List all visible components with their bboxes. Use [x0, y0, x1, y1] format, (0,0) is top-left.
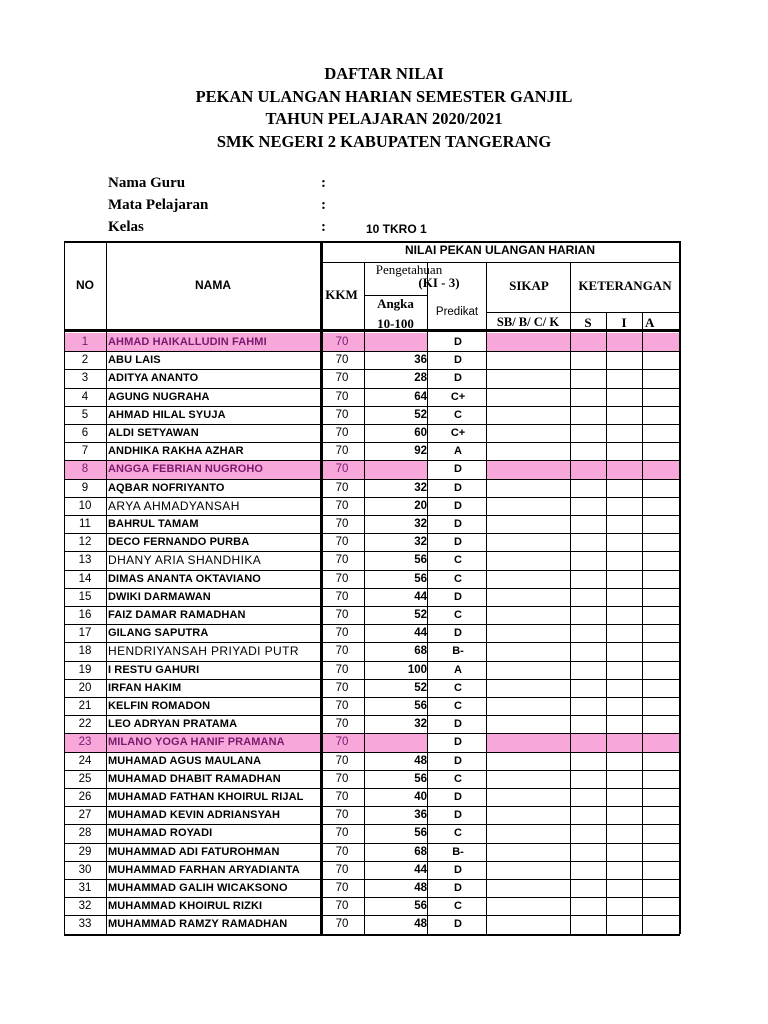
student-name: ARYA AHMADYANSAH — [108, 498, 240, 513]
table-row — [64, 679, 680, 697]
student-name: AGUNG NUGRAHA — [108, 390, 210, 403]
title-line-2: PEKAN ULANGAN HARIAN SEMESTER GANJIL — [195, 86, 573, 106]
student-name: BAHRUL TAMAM — [108, 518, 199, 530]
grid-hline — [64, 442, 680, 443]
row-angka: 60 — [414, 427, 427, 439]
grid-hline — [64, 533, 680, 534]
student-name: MUHAMAD DHABIT RAMADHAN — [108, 772, 281, 785]
student-name: ABU LAIS — [108, 354, 161, 367]
row-predikat: D — [454, 736, 462, 749]
grid-hline — [64, 715, 680, 716]
row-predikat: B- — [452, 645, 464, 658]
row-kkm: 70 — [335, 809, 349, 822]
table-row — [64, 624, 680, 642]
row-kkm: 70 — [335, 736, 349, 749]
header-angka: Angka — [377, 296, 414, 311]
row-angka: 68 — [414, 845, 427, 858]
row-angka: 44 — [414, 863, 427, 876]
row-angka: 56 — [414, 700, 427, 712]
grid-hline — [64, 551, 680, 552]
student-name: ANGGA FEBRIAN NUGROHO — [108, 463, 264, 476]
row-number: 8 — [81, 463, 89, 476]
row-predikat: D — [454, 863, 462, 876]
table-row — [64, 843, 680, 861]
student-name: AQBAR NOFRIYANTO — [108, 481, 225, 494]
student-name: DECO FERNANDO PURBA — [108, 536, 250, 549]
student-name: GILANG SAPUTRA — [108, 627, 209, 640]
student-name: KELFIN ROMADON — [108, 700, 211, 712]
kelas-colon: : — [321, 219, 326, 235]
row-predikat: C — [454, 572, 462, 585]
student-name: IRFAN HAKIM — [108, 681, 182, 694]
row-kkm: 70 — [335, 445, 349, 458]
row-number: 28 — [78, 827, 92, 840]
row-kkm: 70 — [335, 900, 349, 913]
table-row — [64, 879, 680, 897]
row-kkm: 70 — [335, 536, 349, 549]
student-name: HENDRIYANSAH PRIYADI PUTR — [108, 644, 299, 659]
grid-hline — [64, 915, 680, 916]
student-name: MUHAMMAD RAMZY RAMADHAN — [108, 918, 288, 931]
row-number: 15 — [78, 590, 92, 603]
row-number: 22 — [78, 718, 92, 731]
row-predikat: D — [454, 463, 462, 476]
mapel-colon: : — [321, 197, 326, 213]
row-number: 1 — [81, 336, 89, 348]
row-predikat: A — [454, 663, 462, 676]
row-kkm: 70 — [335, 499, 349, 512]
grid-vline — [570, 262, 571, 934]
student-name: MILANO YOGA HANIF PRAMANA — [108, 736, 285, 749]
row-predikat: D — [454, 481, 462, 494]
table-row — [64, 770, 680, 788]
row-number: 17 — [78, 627, 92, 640]
row-kkm: 70 — [335, 390, 349, 403]
student-name: MUHAMMAD ADI FATUROHMAN — [108, 845, 280, 858]
student-name: AHMAD HAIKALLUDIN FAHMI — [108, 336, 267, 348]
row-predikat: B- — [452, 845, 464, 858]
row-angka: 36 — [414, 354, 427, 367]
grid-hline — [64, 879, 680, 880]
row-kkm: 70 — [335, 681, 349, 694]
grid-hline — [64, 369, 680, 370]
row-predikat: C — [454, 554, 462, 567]
row-angka: 48 — [414, 754, 427, 767]
grid-hline — [64, 733, 680, 734]
row-kkm: 70 — [335, 336, 349, 348]
row-kkm: 70 — [335, 882, 349, 894]
row-kkm: 70 — [335, 463, 349, 476]
document-title — [0, 63, 768, 153]
row-angka: 56 — [414, 827, 427, 840]
header-pengetahuan: Pengetahuan — [375, 262, 443, 277]
title-line-1: DAFTAR NILAI — [324, 64, 444, 83]
table-row — [64, 788, 680, 806]
grade-table — [64, 241, 680, 949]
meta-mapel — [108, 197, 326, 214]
row-highlight — [364, 460, 427, 478]
grid-hline — [64, 570, 680, 571]
row-predikat: D — [454, 809, 462, 822]
row-highlight — [486, 460, 680, 478]
row-number: 10 — [78, 499, 92, 512]
table-row — [64, 642, 680, 660]
row-angka: 20 — [414, 499, 427, 512]
table-row — [64, 424, 680, 442]
student-name: ALDI SETYAWAN — [108, 427, 199, 439]
row-kkm: 70 — [335, 481, 349, 494]
grid-vline — [364, 262, 365, 934]
row-predikat: D — [454, 336, 462, 348]
grid-hline — [64, 897, 680, 898]
row-predikat: C — [454, 772, 462, 785]
header-sikap-sub: SB/ B/ C/ K — [496, 315, 560, 329]
row-number: 24 — [78, 754, 92, 767]
row-number: 4 — [81, 390, 89, 403]
row-kkm: 70 — [335, 718, 349, 731]
row-number: 18 — [78, 645, 92, 658]
header-no: NO — [76, 278, 94, 292]
table-border-bottom — [64, 934, 680, 936]
row-predikat: D — [454, 354, 462, 367]
grid-hline — [64, 697, 680, 698]
title-line-3: TAHUN PELAJARAN 2020/2021 — [265, 109, 503, 128]
table-row — [64, 861, 680, 879]
row-kkm: 70 — [335, 518, 349, 530]
table-row — [64, 752, 680, 770]
row-number: 13 — [78, 554, 92, 567]
table-row — [64, 824, 680, 842]
row-number: 3 — [81, 372, 89, 385]
grid-hline — [364, 295, 427, 296]
grid-hline — [320, 262, 680, 263]
header-nama: NAMA — [195, 278, 231, 292]
row-number: 7 — [81, 445, 89, 458]
table-row — [64, 442, 680, 460]
student-name: ADITYA ANANTO — [108, 372, 199, 385]
title-line-4: SMK NEGERI 2 KABUPATEN TANGERANG — [216, 131, 552, 151]
row-angka: 64 — [414, 390, 427, 403]
row-number: 6 — [81, 427, 89, 439]
grid-hline — [64, 624, 680, 625]
header-sikap: SIKAP — [509, 278, 549, 293]
row-highlight — [364, 733, 427, 751]
student-name: ANDHIKA RAKHA AZHAR — [108, 445, 244, 458]
student-name: LEO ADRYAN PRATAMA — [108, 718, 238, 731]
row-predikat: D — [454, 791, 462, 803]
grid-hline — [64, 331, 680, 332]
table-row — [64, 606, 680, 624]
header-ki: (KI - 3) — [418, 275, 460, 290]
row-angka: 56 — [414, 772, 427, 785]
header-s: S — [584, 315, 592, 330]
row-predikat: C — [454, 827, 462, 840]
grid-hline — [64, 388, 680, 389]
row-number: 19 — [78, 663, 92, 676]
row-kkm: 70 — [335, 627, 349, 640]
row-angka: 48 — [414, 918, 427, 931]
row-number: 30 — [78, 863, 92, 876]
row-kkm: 70 — [335, 645, 349, 658]
table-row — [64, 369, 680, 387]
row-predikat: D — [454, 918, 462, 931]
row-predikat: D — [454, 499, 462, 512]
student-name: MUHAMMAD KHOIRUL RIZKI — [108, 900, 263, 913]
row-number: 11 — [79, 518, 91, 530]
row-kkm: 70 — [335, 700, 349, 712]
row-kkm: 70 — [335, 827, 349, 840]
kelas-value: 10 TKRO 1 — [366, 222, 427, 236]
table-row — [64, 497, 680, 515]
row-predikat: C — [454, 609, 462, 621]
grid-hline — [64, 351, 680, 352]
table-row — [64, 570, 680, 588]
header-group: NILAI PEKAN ULANGAN HARIAN — [405, 243, 595, 257]
row-predikat: D — [454, 590, 462, 603]
row-predikat: D — [454, 882, 462, 894]
row-angka: 36 — [414, 809, 427, 822]
table-row — [64, 697, 680, 715]
row-highlight — [486, 333, 680, 351]
row-number: 5 — [81, 408, 89, 421]
row-predikat: D — [454, 372, 462, 385]
table-row — [64, 915, 680, 933]
student-name: MUHAMAD FATHAN KHOIRUL RIJAL — [108, 791, 304, 803]
row-kkm: 70 — [335, 590, 349, 603]
row-number: 9 — [81, 481, 89, 494]
mapel-label: Mata Pelajaran — [108, 197, 209, 213]
row-number: 2 — [81, 354, 89, 367]
table-border-top — [64, 241, 680, 243]
row-predikat: D — [454, 627, 462, 640]
row-predikat: C — [454, 681, 462, 694]
row-angka: 92 — [414, 445, 427, 458]
row-predikat: D — [454, 518, 462, 530]
grid-hline — [486, 312, 680, 313]
row-angka: 44 — [414, 627, 427, 640]
row-angka: 56 — [414, 554, 427, 567]
grid-hline — [64, 515, 680, 516]
meta-kelas — [108, 219, 326, 236]
table-row — [64, 388, 680, 406]
row-angka: 40 — [414, 791, 427, 803]
row-number: 33 — [78, 918, 92, 931]
row-angka: 28 — [414, 372, 427, 385]
row-kkm: 70 — [335, 554, 349, 567]
row-predikat: C+ — [450, 390, 466, 403]
grid-hline — [64, 606, 680, 607]
row-kkm: 70 — [335, 354, 349, 367]
student-name: FAIZ DAMAR RAMADHAN — [108, 609, 246, 621]
grid-hline — [64, 679, 680, 680]
grid-hline — [64, 479, 680, 480]
row-kkm: 70 — [335, 863, 349, 876]
row-predikat: C — [454, 700, 462, 712]
student-name: MUHAMAD AGUS MAULANA — [108, 754, 262, 767]
row-number: 26 — [78, 791, 92, 803]
grid-hline — [64, 861, 680, 862]
row-angka: 52 — [414, 609, 427, 621]
row-number: 16 — [78, 609, 92, 621]
row-angka: 56 — [414, 572, 427, 585]
row-angka: 100 — [407, 663, 427, 676]
header-keterangan: KETERANGAN — [578, 278, 672, 293]
row-kkm: 70 — [335, 372, 349, 385]
grid-hline — [64, 770, 680, 771]
table-row — [64, 460, 680, 478]
table-row — [64, 733, 680, 751]
student-name: DIMAS ANANTA OKTAVIANO — [108, 572, 261, 585]
student-name: MUHAMAD KEVIN ADRIANSYAH — [108, 809, 281, 822]
header-range: 10-100 — [377, 316, 414, 331]
grid-hline — [64, 588, 680, 589]
row-predikat: C — [454, 900, 462, 913]
guru-colon: : — [321, 175, 326, 191]
grid-hline — [64, 661, 680, 662]
row-kkm: 70 — [335, 572, 349, 585]
table-row — [64, 897, 680, 915]
kelas-label: Kelas — [108, 219, 144, 235]
row-angka: 32 — [414, 518, 427, 530]
row-kkm: 70 — [335, 772, 349, 785]
grid-hline — [64, 642, 680, 643]
grid-vline — [427, 262, 428, 934]
table-row — [64, 406, 680, 424]
header-kkm: KKM — [325, 287, 358, 302]
student-name: MUHAMMAD GALIH WICAKSONO — [108, 882, 288, 894]
row-kkm: 70 — [335, 427, 349, 439]
row-highlight — [486, 733, 680, 751]
row-number: 21 — [78, 700, 92, 712]
row-number: 23 — [78, 736, 92, 749]
table-row — [64, 515, 680, 533]
row-predikat: A — [454, 445, 462, 458]
student-name: MUHAMAD ROYADI — [108, 827, 213, 840]
table-row — [64, 806, 680, 824]
row-kkm: 70 — [335, 754, 349, 767]
row-kkm: 70 — [335, 791, 349, 803]
grid-hline — [64, 406, 680, 407]
row-number: 14 — [78, 572, 92, 585]
row-predikat: C — [454, 408, 462, 421]
header-i: I — [621, 315, 627, 330]
grid-hline — [64, 497, 680, 498]
row-number: 29 — [78, 845, 92, 858]
grid-hline — [64, 843, 680, 844]
row-angka: 52 — [414, 408, 427, 421]
table-row — [64, 715, 680, 733]
student-name: MUHAMMAD FARHAN ARYADIANTA — [108, 863, 300, 876]
row-kkm: 70 — [335, 609, 349, 621]
row-kkm: 70 — [335, 408, 349, 421]
row-angka: 44 — [414, 590, 427, 603]
grid-hline — [64, 788, 680, 789]
row-kkm: 70 — [335, 845, 349, 858]
row-number: 25 — [78, 772, 92, 785]
table-row — [64, 333, 680, 351]
row-angka: 52 — [414, 681, 427, 694]
table-row — [64, 588, 680, 606]
row-kkm: 70 — [335, 918, 349, 931]
row-predikat: D — [454, 754, 462, 767]
row-number: 20 — [78, 681, 92, 694]
row-angka: 68 — [414, 645, 427, 658]
table-row — [64, 551, 680, 569]
row-number: 32 — [78, 900, 92, 913]
row-angka: 48 — [414, 882, 427, 894]
row-number: 12 — [78, 536, 92, 549]
student-name: AHMAD HILAL SYUJA — [108, 408, 226, 421]
row-angka: 32 — [414, 481, 427, 494]
student-name: DWIKI DARMAWAN — [108, 590, 211, 603]
row-predikat: D — [454, 718, 462, 731]
table-row — [64, 351, 680, 369]
student-name: DHANY ARIA SHANDHIKA — [108, 553, 262, 568]
grid-hline — [64, 824, 680, 825]
row-number: 31 — [78, 882, 92, 894]
row-predikat: C+ — [450, 427, 466, 439]
row-kkm: 70 — [335, 663, 349, 676]
meta-guru — [108, 175, 326, 192]
row-number: 27 — [78, 809, 92, 822]
table-row — [64, 479, 680, 497]
header-a: A — [645, 315, 655, 330]
grid-hline — [64, 460, 680, 461]
table-row — [64, 661, 680, 679]
row-highlight — [364, 333, 427, 351]
header-predikat: Predikat — [435, 306, 479, 318]
row-angka: 32 — [414, 718, 427, 731]
table-row — [64, 533, 680, 551]
row-angka: 56 — [414, 900, 427, 913]
guru-label: Nama Guru — [108, 175, 186, 191]
grid-hline — [64, 806, 680, 807]
grid-vline — [486, 262, 487, 934]
grid-hline — [64, 424, 680, 425]
row-angka: 32 — [414, 536, 427, 549]
grid-hline — [64, 752, 680, 753]
row-predikat: D — [454, 536, 462, 549]
student-name: I RESTU GAHURI — [108, 663, 200, 676]
